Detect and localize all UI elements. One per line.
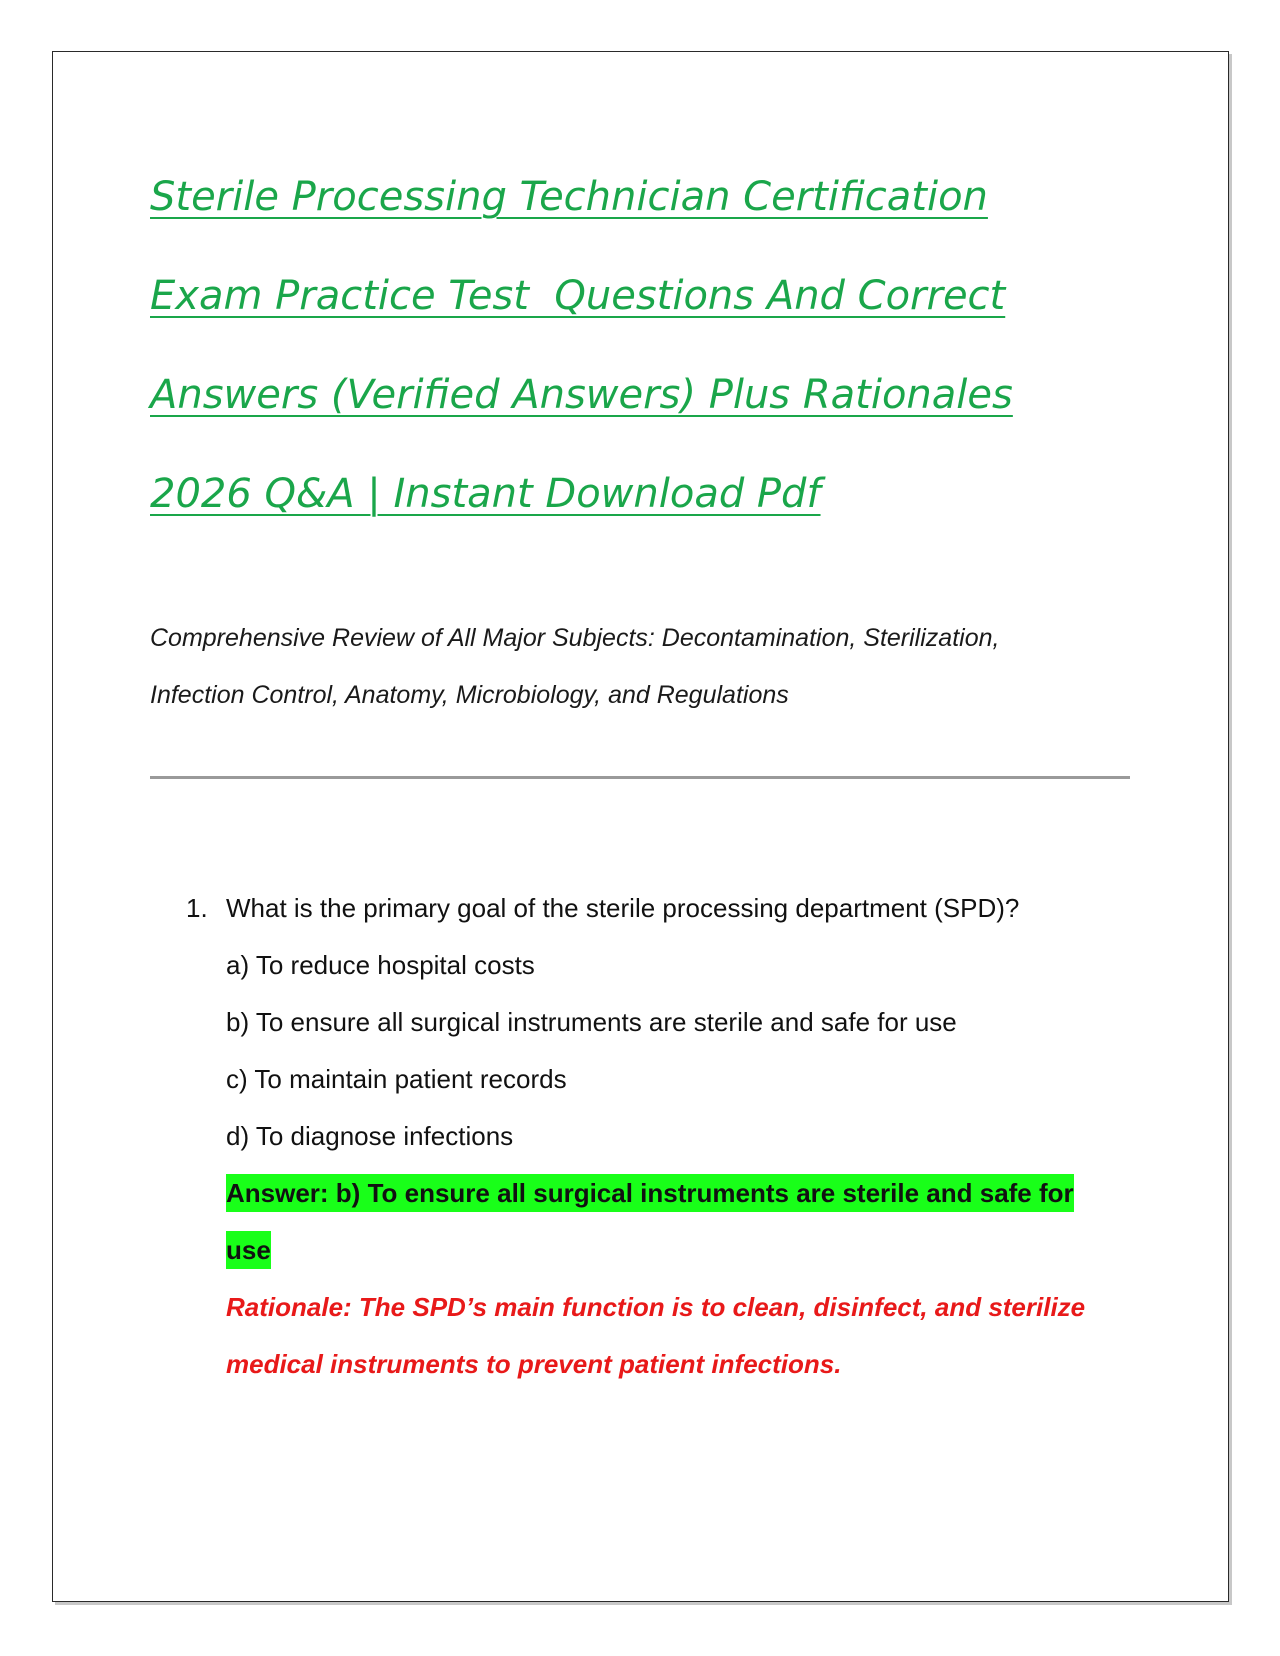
title-text: Sterile Processing Technician Certification	[150, 174, 988, 220]
title-text: 2026 Q&A | Instant Download Pdf	[150, 471, 821, 517]
question-text: What is the primary goal of the sterile processing department (SPD)?	[226, 893, 1020, 923]
answer-line	[186, 1165, 1126, 1222]
title-text: Answers (Verified Answers) Plus Rationales	[150, 372, 1013, 418]
title-line	[150, 346, 1160, 445]
answer-text: Answer: b) To ensure all surgical instruments are sterile and safe for	[226, 1174, 1074, 1212]
option-b: b) To ensure all surgical instruments are sterile and safe for use	[226, 1007, 957, 1037]
rationale-line: medical instruments to prevent patient infections.	[226, 1349, 842, 1379]
subtitle-line: Comprehensive Review of All Major Subjects: Decontamination, Sterilization,	[150, 624, 1000, 652]
answer-text: use	[226, 1231, 271, 1269]
subtitle-line: Infection Control, Anatomy, Microbiology, and Regulations	[150, 681, 789, 709]
section-divider	[150, 776, 1130, 779]
title-line	[150, 445, 1160, 544]
title-line	[150, 148, 1160, 247]
rationale-line: Rationale: The SPD’s main function is to clean, disinfect, and sterilize	[226, 1292, 1086, 1322]
option-d: d) To diagnose infections	[226, 1121, 514, 1151]
question-stem	[186, 880, 1126, 937]
question-item	[186, 880, 1126, 1393]
option-c: c) To maintain patient records	[226, 1064, 567, 1094]
option-a: a) To reduce hospital costs	[226, 950, 535, 980]
document-subtitle	[150, 610, 1150, 724]
answer-line	[186, 1222, 1126, 1279]
question-number: 1.	[186, 893, 208, 923]
document-title	[150, 148, 1160, 544]
title-text: Exam Practice Test Questions And Correct	[150, 273, 1006, 319]
title-line	[150, 247, 1160, 346]
